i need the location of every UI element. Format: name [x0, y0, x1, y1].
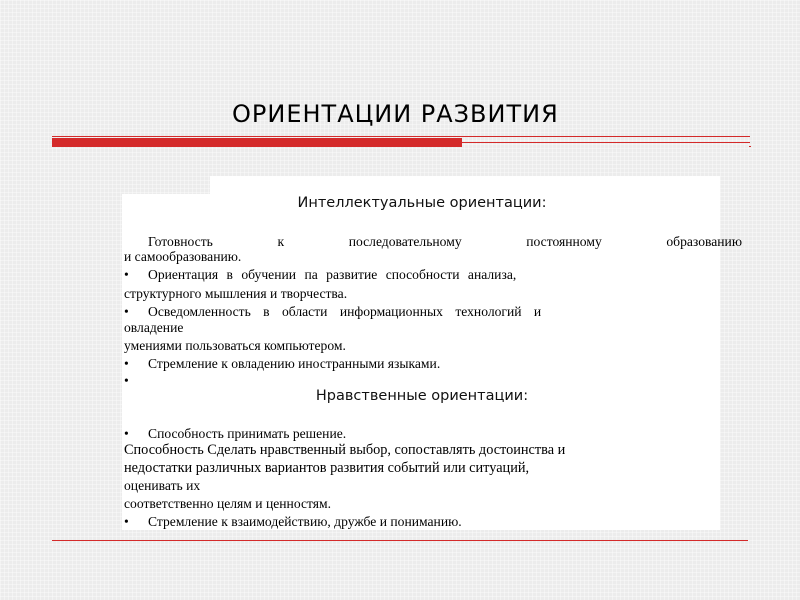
bullet: • [124, 514, 129, 529]
intellectual-item1-line1: Готовность к последовательному постоянному образованию [148, 234, 742, 249]
moral-item1-text: Способность принимать решение. [148, 426, 347, 441]
bullet: • [124, 373, 129, 388]
intellectual-heading: Интеллектуальные ориентации: [297, 195, 547, 211]
moral-item2-line2: недостатки различных вариантов развития событий или ситуаций, [124, 460, 530, 476]
moral-item2-line4: соответственно целям и ценностям. [124, 496, 332, 511]
intellectual-item4 [124, 355, 718, 372]
intellectual-item2-line2: структурного мышления и творчества. [124, 286, 348, 301]
moral-item3-text: Стремление к взаимодействию, дружбе и пониманию. [148, 514, 462, 529]
title-rule-extension [462, 142, 750, 143]
bullet: • [124, 304, 129, 319]
moral-heading: Нравственные ориентации: [315, 388, 529, 404]
empty-bullet [124, 372, 718, 389]
intellectual-item3-line3: умениями пользоваться компьютером. [124, 338, 346, 353]
bottom-rule [52, 540, 748, 541]
slide-title: ОРИЕНТАЦИИ РАЗВИТИЯ [232, 100, 559, 128]
intellectual-item3-line2: овладение [124, 320, 184, 335]
bullet: • [124, 356, 129, 371]
intellectual-item3-line1: Осведомленность в области информационных технологий и [148, 304, 542, 319]
title-rule-thick [52, 138, 462, 147]
intellectual-item2 [124, 266, 644, 283]
intellectual-item2-line1: Ориентация в обучении па развитие способности анализа, [148, 267, 517, 282]
content-panel-top [210, 176, 720, 196]
moral-item3 [124, 513, 718, 530]
intellectual-item4-text: Стремление к овладению иностранными языками. [148, 356, 441, 371]
title-rule-tick [749, 146, 751, 147]
intellectual-item1-line2: и самообразованию. [124, 249, 242, 264]
moral-item2-line1: Способность Сделать нравственный выбор, сопоставлять достоинства и [124, 442, 566, 458]
bullet: • [124, 267, 129, 282]
title-rule-thin [52, 136, 750, 137]
moral-item1 [124, 425, 718, 442]
moral-item2-line3: оценивать их [124, 478, 201, 493]
bullet: • [124, 426, 129, 441]
intellectual-item3 [124, 303, 718, 320]
